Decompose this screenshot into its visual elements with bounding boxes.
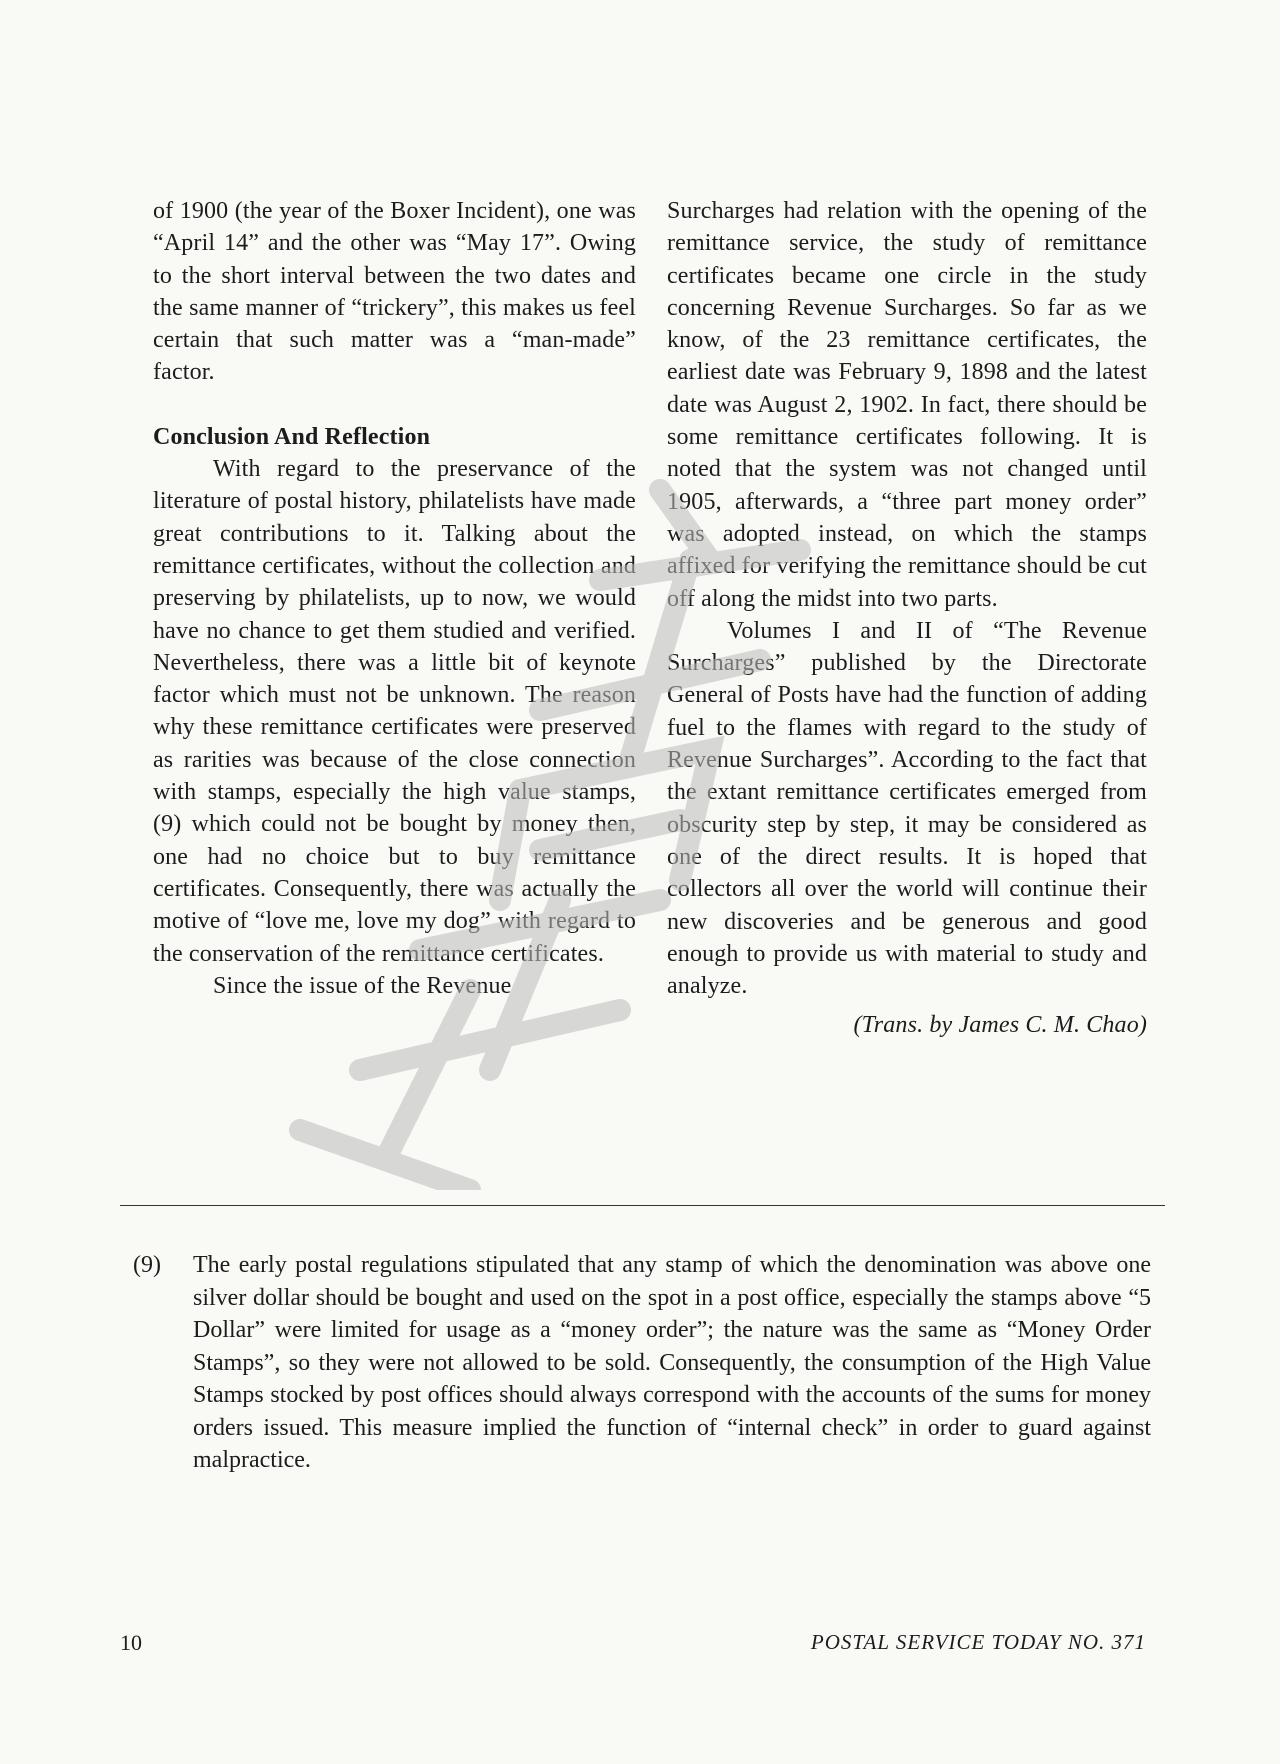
paragraph-revenue-start: Since the issue of the Revenue — [213, 972, 512, 999]
running-title: POSTAL SERVICE TODAY NO. 371 — [810, 1630, 1146, 1654]
section-heading-conclusion: Conclusion And Reflection — [153, 423, 431, 450]
right-column — [667, 195, 1147, 1042]
left-column — [153, 195, 636, 1002]
translator-credit: (Trans. by James C. M. Chao) — [853, 1012, 1147, 1039]
footnote-number: (9) — [133, 1252, 161, 1278]
footnote — [133, 1249, 1151, 1477]
footnote-divider — [120, 1205, 1165, 1206]
paragraph-volumes: Volumes I and II of “The Revenue Surcharges” published by the Directorate General of Posts have had the function of adding fuel to the flames with regard to the study of Revenue Surcharges”. According to the fact that the extant remittance certificates emerged from obscurity step by step, it may be considered as one of the direct results. It is hoped that collectors all over the world will continue their new discoveries and be generous and good enough to provide us with material to study and analyze. — [667, 617, 1147, 1000]
paragraph-revenue-continued: Surcharges had relation with the opening of the remittance service, the study of remittance certificates became one circle in the study concerning Revenue Surcharges. So far as we know, of the 23 remittance certificates, the earliest date was February 9, 1898 and the latest date was August 2, 1902. In fact, there should be some remittance certificates following. It is noted that the system was not changed until 1905, afterwards, a “three part money order” was adopted instead, on which the stamps affixed for verifying the remittance should be cut off along the midst into two parts. — [667, 198, 1147, 612]
page-number: 10 — [120, 1630, 142, 1655]
paragraph-boxer-incident: of 1900 (the year of the Boxer Incident), one was “April 14” and the other was “May 17”. Owing to the short interval between the two dates and the same manner of “trickery”, this makes us feel certain that such matter was a “man-made” factor. — [153, 198, 636, 386]
paragraph-preservance: With regard to the preservance of the literature of postal history, philatelists have made great contributions to it. Talking about the remittance certificates, without the collection and preserving by philatelists, up to now, we would have no chance to get them studied and verified. Nevertheless, there was a little bit of keynote factor which must not be unknown. The reason why these remittance certificates were preserved as rarities was because of the close connection with stamps, especially the high value stamps, (9) which could not be bought by money then, one had no choice but to buy remittance certificates. Consequently, there was actually the motive of “love me, love my dog” with regard to the conservation of the remittance certificates. — [153, 456, 636, 967]
footnote-text: The early postal regulations stipulated that any stamp of which the denomination was above one silver dollar should be bought and used on the spot in a post office, especially the stamps above “5 Dollar” were limited for usage as a “money order”; the nature was the same as “Money Order Stamps”, so they were not allowed to be sold. Consequently, the consumption of the High Value Stamps stocked by post offices should always correspond with the accounts of the sums for money orders issued. This measure implied the function of “internal check” in order to guard against malpractice. — [193, 1252, 1151, 1473]
